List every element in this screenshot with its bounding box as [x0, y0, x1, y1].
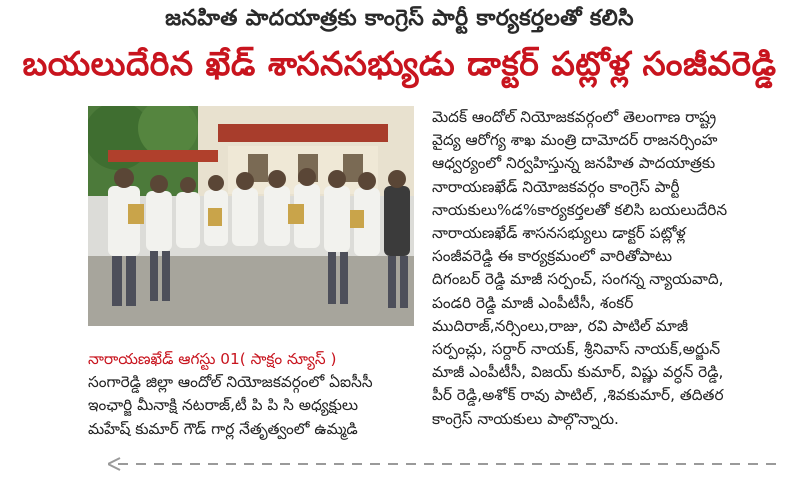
- article-body-right: [432, 106, 782, 431]
- body-line: సంజీవరెడ్డి ఈ కార్యక్రమంలో వారితోపాటు: [432, 247, 673, 266]
- headline-main: బయలుదేరిన ఖేడ్ శాసనసభ్యుడు డాక్టర్ పట్లోళ్ల సంజీవరెడ్డి: [22, 44, 777, 83]
- body-line: పీర్ రెడ్డి,అశోక్ రావు పాటిల్, ,శివకుమార్, తదితర: [432, 386, 724, 405]
- body-line: ఇంఛార్జి మీనాక్షి నటరాజ్,టీ పి పి సి అధ్యక్షులు: [88, 396, 359, 415]
- body-line: నారాయణఖేడ్ శాసనసభ్యులు డాక్టర్ పట్లోళ్ల: [432, 224, 686, 243]
- page-scroll-arrow[interactable]: [108, 456, 784, 472]
- body-line: మహేష్ కుమార్ గౌడ్ గార్ల నేతృత్వంలో ఉమ్మడి: [88, 419, 358, 438]
- body-line: మెదక్ ఆందోల్ నియోజకవర్గంలో తెలంగాణ రాష్ట్ర: [432, 108, 717, 126]
- body-line: మాజీ ఎంపీటీసీ, విజయ్ కుమార్, విష్ణు వర్ధన్ రెడ్డి,: [432, 363, 724, 382]
- article-body-left: [88, 348, 424, 441]
- body-line: దిగంబర్ రెడ్డి మాజీ సర్పంచ్, సంగన్న న్యాయవాది,: [432, 270, 724, 289]
- body-line: ఆధ్వర్యంలో నిర్వహిస్తున్న జనహిత పాదయాత్రకు: [432, 154, 716, 173]
- body-line: సర్పంచ్లు, సర్దార్ నాయక్, శ్రీనివాస్ నాయక్,అర్జున్: [432, 340, 721, 359]
- body-line: ముదిరాజ్,నర్సింలు,రాజు, రవి పాటిల్ మాజీ: [432, 316, 688, 335]
- body-line: పండరి రెడ్డి మాజీ ఎంపీటీసీ, శంకర్: [432, 293, 634, 312]
- body-line: కాంగ్రెస్ నాయకులు పాల్గొన్నారు.: [432, 409, 619, 428]
- dateline: నారాయణఖేడ్ ఆగస్టు 01( సాక్షం న్యూస్ ): [88, 350, 337, 368]
- body-line: సంగారెడ్డి జిల్లా ఆందోల్ నియోజకవర్గంలో ఏఐసీసీ: [88, 373, 373, 392]
- body-line: నాయకులు%డ%కార్యకర్తలతో కలిసి బయలుదేరిన: [432, 200, 728, 219]
- body-line: వైద్య ఆరోగ్య శాఖ మంత్రి దామోదర్ రాజనర్సింహ: [432, 131, 718, 150]
- body-line: నారాయణఖేడ్ నియోజకవర్గం కాంగ్రెస్ పార్టీ: [432, 177, 680, 196]
- headline-kicker: జనహిత పాదయాత్రకు కాంగ్రెస్ పార్టీ కార్యకర్తలతో కలిసి: [165, 6, 634, 31]
- news-photo: [88, 106, 414, 326]
